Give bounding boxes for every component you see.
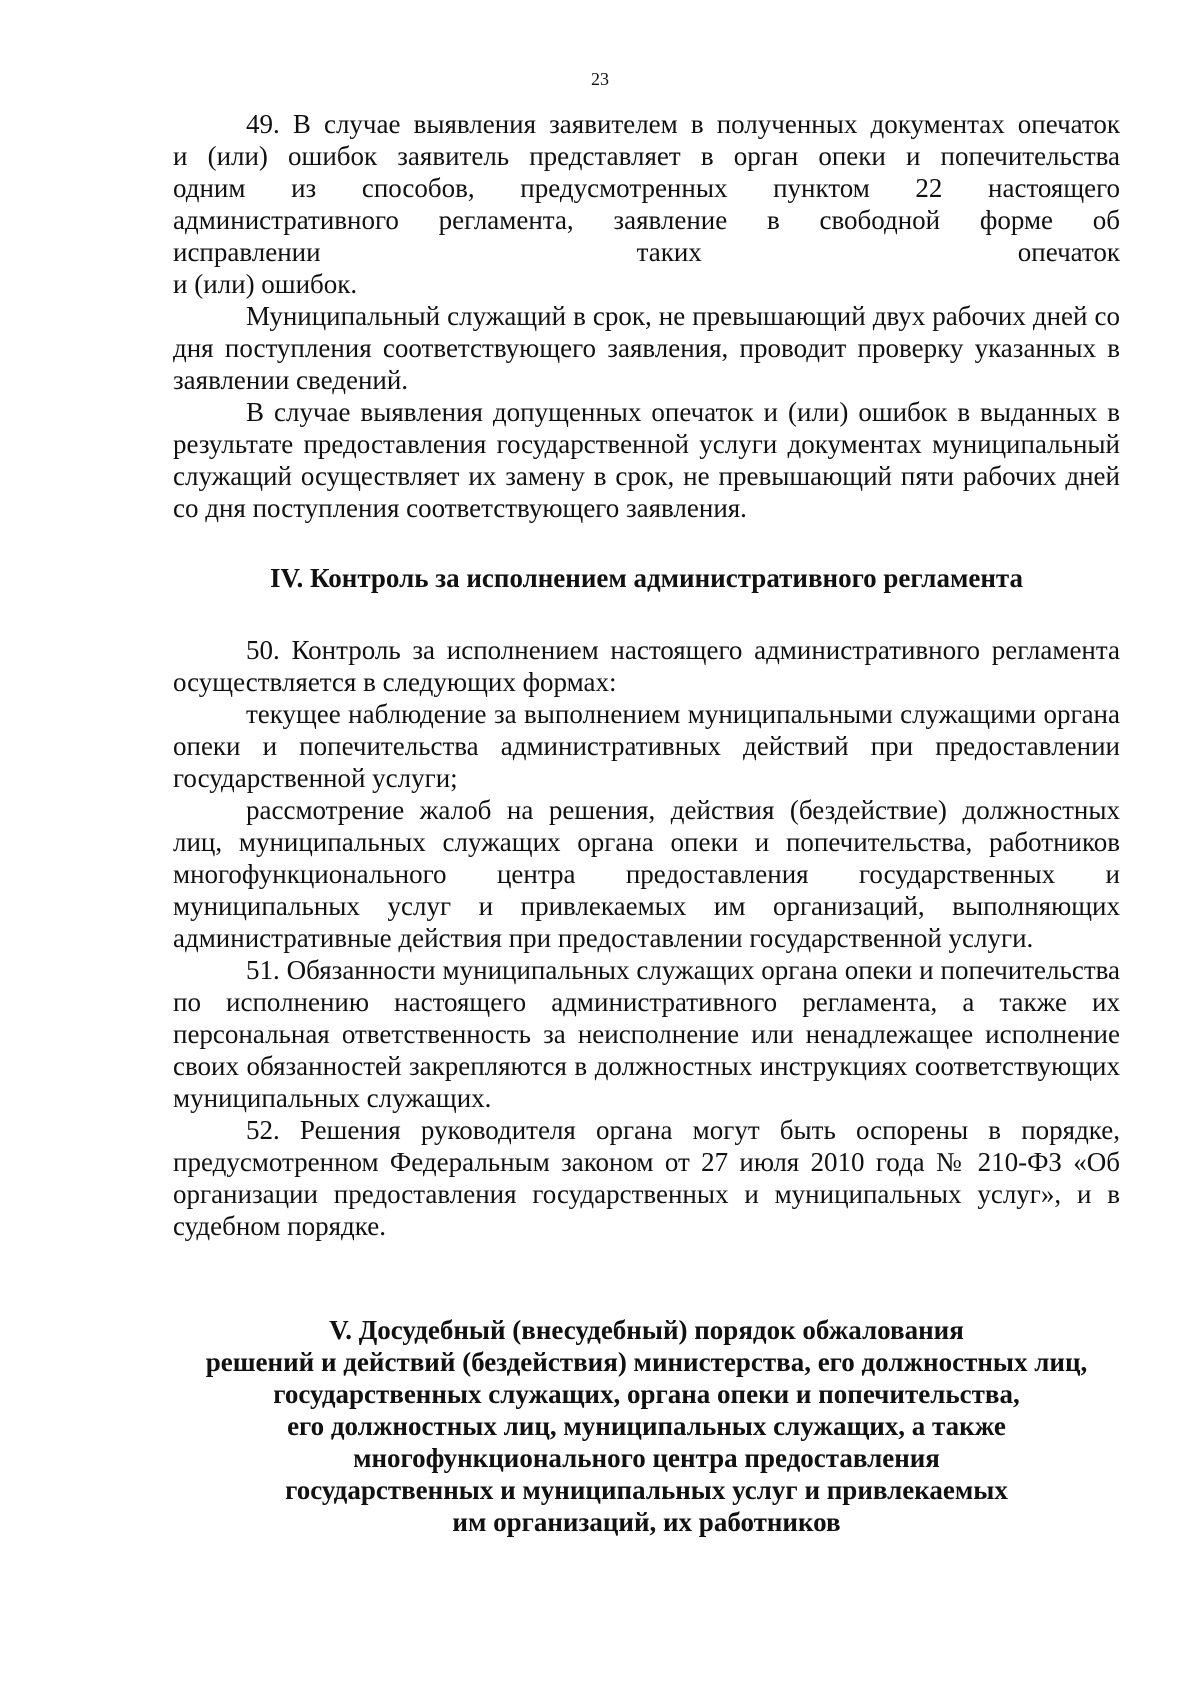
paragraph-49-review: Муниципальный служащий в срок, не превышающий двух рабочих дней со дня поступления соответствующего заявления, проводит проверку указанных в заявлении сведений. xyxy=(173,301,1120,395)
paragraph-49-line: административного регламента, заявление в свободной форме об xyxy=(173,205,1120,235)
paragraph-50: 50. Контроль за исполнением настоящего административного регламента осуществляется в следующих формах: xyxy=(173,635,1120,697)
paragraph-50-current-monitoring: текущее наблюдение за выполнением муниципальными служащими органа опеки и попечительства административных действий при предоставлении государственной услуги; xyxy=(173,699,1120,793)
paragraph-49 xyxy=(173,108,1120,300)
paragraph-49-line: 49. В случае выявления заявителем в полученных документах опечаток xyxy=(246,109,1120,139)
section-heading-v-line: решений и действий (бездействия) министерства, его должностных лиц, xyxy=(205,1347,1088,1377)
page-number: 23 xyxy=(591,69,609,89)
section-heading-v-line: государственных служащих, органа опеки и попечительства, xyxy=(273,1379,1020,1409)
section-heading-v-line: многофункционального центра предоставления xyxy=(353,1443,940,1473)
section-heading-v-line: V. Досудебный (внесудебный) порядок обжалования xyxy=(329,1315,964,1345)
section-heading-v-line: государственных и муниципальных услуг и привлекаемых xyxy=(285,1475,1008,1505)
section-heading-v-line: его должностных лиц, муниципальных служащих, а также xyxy=(287,1411,1006,1441)
section-heading-v xyxy=(173,1314,1120,1538)
paragraph-49-line: и (или) ошибок заявитель представляет в орган опеки и попечительства xyxy=(173,141,1120,171)
paragraph-49-line: и (или) ошибок. xyxy=(173,269,358,299)
paragraph-49-line: одним из способов, предусмотренных пунктом 22 настоящего xyxy=(173,173,1120,203)
paragraph-49-replacement: В случае выявления допущенных опечаток и (или) ошибок в выданных в результате предоставления государственной услуги документах муниципальный служащий осуществляет их замену в срок, не превышающий пяти рабочих дней со дня поступления соответствующего заявления. xyxy=(173,397,1120,523)
paragraph-51: 51. Обязанности муниципальных служащих органа опеки и попечительства по исполнению настоящего административного регламента, а также их персональная ответственность за неисполнение или ненадлежащее исполнение своих обязанностей закрепляются в должностных инструкциях соответствующих муниципальных служащих. xyxy=(173,955,1120,1113)
section-heading-v-line: им организаций, их работников xyxy=(452,1507,841,1537)
paragraph-50-complaints: рассмотрение жалоб на решения, действия (бездействие) должностных лиц, муниципальных служащих органа опеки и попечительства, работников многофункционального центра предоставления государственных и муниципальных услуг и привлекаемых им организаций, выполняющих административные действия при предоставлении государственной услуги. xyxy=(173,795,1120,953)
section-heading-iv: IV. Контроль за исполнением административного регламента xyxy=(270,563,1023,593)
document-body xyxy=(173,108,1120,1538)
paragraph-49-line: исправлении таких опечаток xyxy=(173,237,1120,267)
paragraph-52: 52. Решения руководителя органа могут быть оспорены в порядке, предусмотренном Федеральным законом от 27 июля 2010 года № 210-ФЗ «Об организации предоставления государственных и муниципальных услуг», и в судебном порядке. xyxy=(173,1115,1120,1241)
